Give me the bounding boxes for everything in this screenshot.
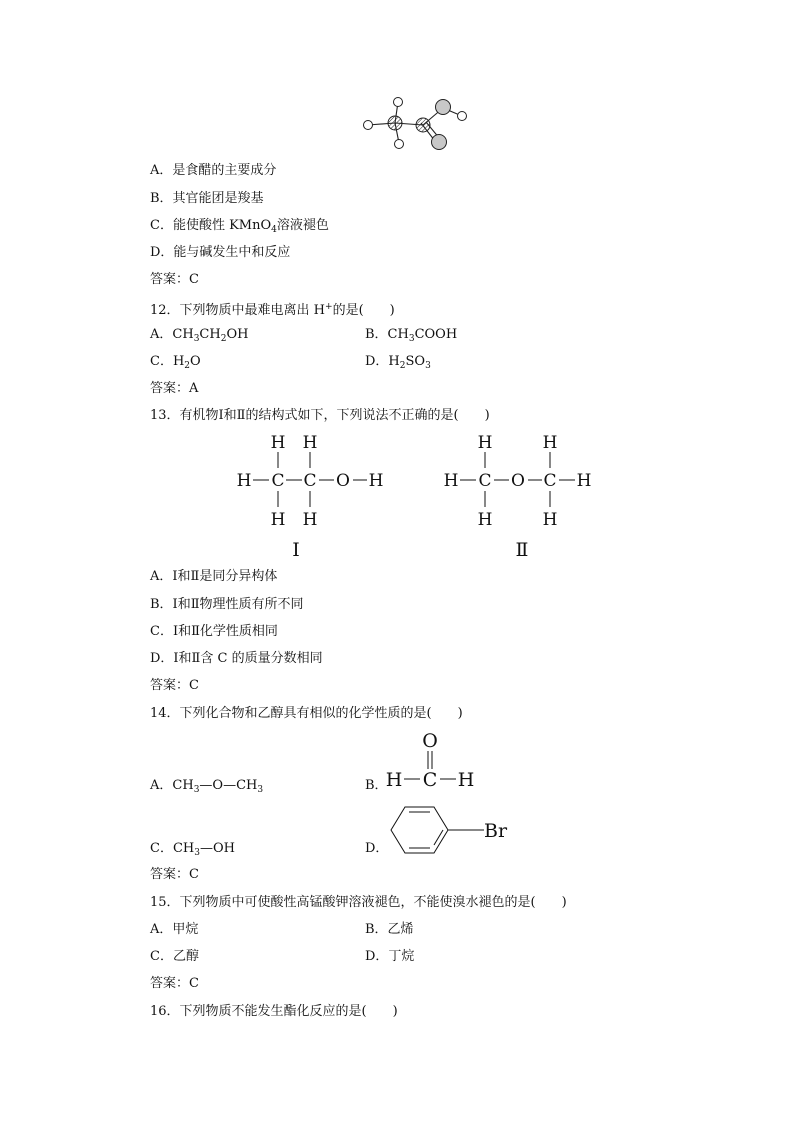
svg-text:C: C (303, 471, 317, 491)
q15-option-a: A．甲烷 (150, 922, 199, 937)
svg-text:H: H (542, 433, 558, 453)
q13-answer: 答案：C (150, 678, 199, 693)
q11-option-b: B．其官能团是羧基 (150, 191, 264, 206)
atom-c (416, 118, 430, 132)
atom-h (395, 140, 404, 149)
q16-stem: 16．下列物质不能发生酯化反应的是( ) (150, 1004, 398, 1019)
q12-option-d: D．$H_2SO_3$ (365, 354, 431, 371)
svg-text:H: H (302, 510, 318, 530)
q14-option-d-label: D． (365, 841, 389, 856)
atom-o (436, 100, 451, 115)
structure-formula-1 (230, 430, 390, 560)
q13-option-c: C．Ⅰ和Ⅱ化学性质相同 (150, 624, 278, 639)
q12-option-c: C．$H_2O$ (150, 354, 201, 371)
q15-stem: 15．下列物质中可使酸性高锰酸钾溶液褪色，不能使溴水褪色的是( ) (150, 895, 567, 910)
q13-option-b: B．Ⅰ和Ⅱ物理性质有所不同 (150, 597, 304, 612)
structure-label-2: Ⅱ (515, 539, 529, 560)
q15-answer: 答案：C (150, 976, 199, 991)
q12-answer: 答案：A (150, 381, 199, 396)
svg-text:C: C (478, 471, 492, 491)
svg-text:C: C (271, 471, 285, 491)
q14-answer: 答案：C (150, 867, 199, 882)
q14-option-b-label: B． (365, 778, 388, 793)
q11-answer: 答案：C (150, 272, 199, 287)
atom-c (388, 116, 402, 130)
svg-text:H: H (477, 510, 493, 530)
q15-option-b: B．乙烯 (365, 922, 414, 937)
q12-option-a: A．$CH_3CH_2OH$ (150, 327, 249, 344)
svg-text:H: H (542, 510, 558, 530)
q11-option-a: A．是食醋的主要成分 (150, 163, 277, 178)
q15-option-d: D．丁烷 (365, 949, 415, 964)
atom-h (394, 98, 403, 107)
svg-text:H: H (368, 471, 384, 491)
atom-o (432, 135, 447, 150)
svg-text:H: H (477, 433, 493, 453)
svg-text:H: H (302, 433, 318, 453)
svg-text:C: C (422, 769, 438, 791)
q14-stem: 14．下列化合物和乙醇具有相似的化学性质的是( ) (150, 706, 463, 721)
svg-text:H: H (443, 471, 459, 491)
q13-stem: 13．有机物Ⅰ和Ⅱ的结构式如下，下列说法不正确的是( ) (150, 408, 490, 423)
svg-text:O: O (511, 471, 525, 491)
bromine-label: Br (484, 820, 508, 842)
q12-stem: 12．下列物质中最难电离出 H+的是( ) (150, 302, 395, 318)
atom-h (458, 112, 467, 121)
svg-text:H: H (385, 769, 403, 791)
svg-text:O: O (422, 730, 438, 752)
q13-option-a: A．Ⅰ和Ⅱ是同分异构体 (150, 569, 278, 584)
atom-h (364, 121, 373, 130)
q11-option-c: C．能使酸性 KMnO$_4$溶液褪色 (150, 218, 329, 235)
svg-text:H: H (270, 433, 286, 453)
q11-option-d: D．能与碱发生中和反应 (150, 245, 291, 260)
q14-option-a: A．$CH_3—O—CH_3$ (150, 778, 264, 795)
formaldehyde-structure (382, 730, 482, 792)
structure-formula-2 (440, 430, 600, 560)
q14-option-c: C．$CH_3—OH$ (150, 841, 235, 858)
q15-option-c: C．乙醇 (150, 949, 199, 964)
svg-text:H: H (576, 471, 592, 491)
bromobenzene-structure (382, 800, 517, 860)
svg-text:H: H (236, 471, 252, 491)
svg-text:O: O (336, 471, 350, 491)
ball-and-stick-model (355, 92, 475, 154)
svg-text:H: H (270, 510, 286, 530)
structure-label-1: Ⅰ (292, 539, 300, 560)
svg-text:C: C (543, 471, 557, 491)
q12-option-b: B．$CH_3COOH$ (365, 327, 458, 344)
svg-text:H: H (457, 769, 475, 791)
q13-option-d: D．Ⅰ和Ⅱ含 C 的质量分数相同 (150, 651, 323, 666)
